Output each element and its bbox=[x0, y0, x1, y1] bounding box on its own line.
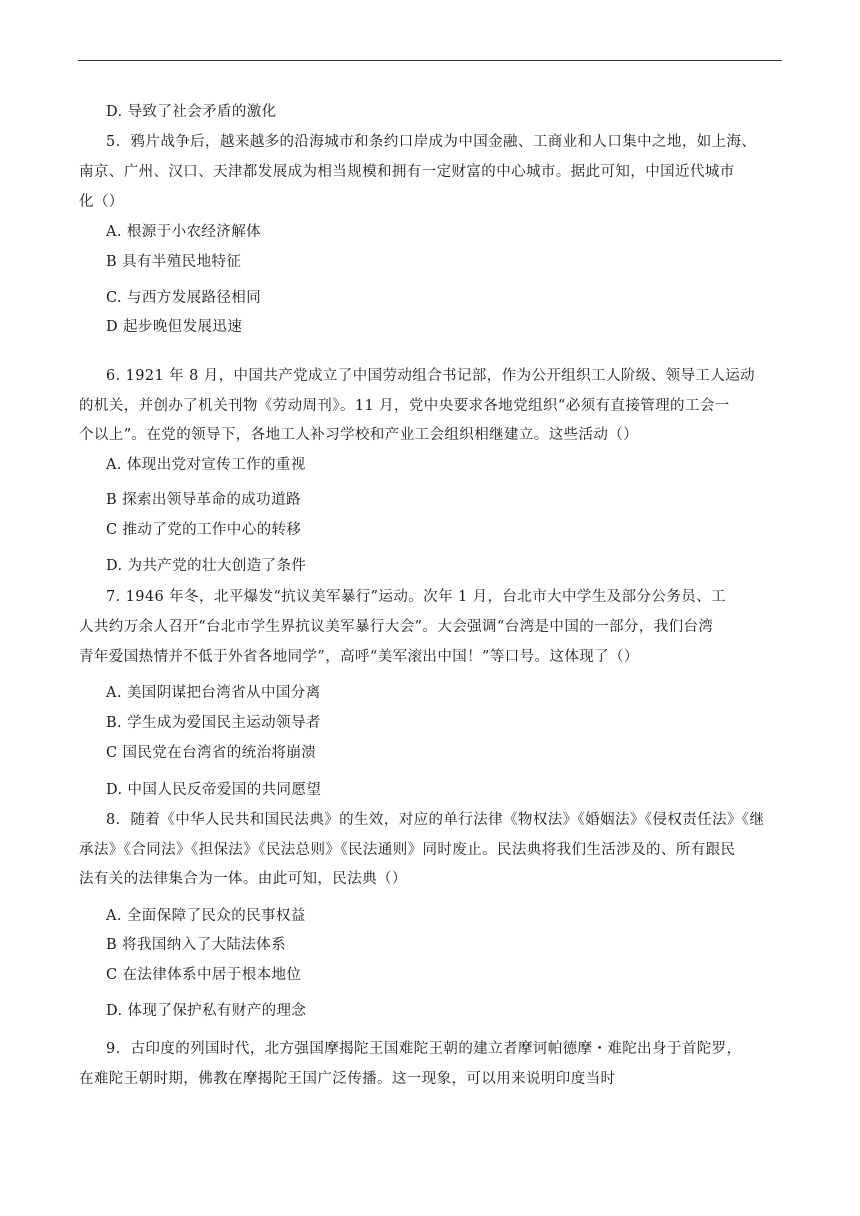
q5-option-a: A. 根源于小农经济解体 bbox=[106, 224, 261, 240]
q6-stem-line2: 的机关，并创办了机关刊物《劳动周刊》。11 月，党中央要求各地党组织“必须有直接管理的工会一 bbox=[79, 398, 730, 414]
q9-stem-line1: 9．古印度的列国时代，北方强国摩揭陀王国难陀王朝的建立者摩诃帕德摩・难陀出身于首陀罗， bbox=[106, 1041, 742, 1057]
q7-option-a: A. 美国阴谋把台湾省从中国分离 bbox=[106, 685, 321, 701]
q6-stem-line3: 个以上”。在党的领导下，各地工人补习学校和产业工会组织相继建立。这些活动（） bbox=[79, 427, 639, 443]
q6-option-c: C 推动了党的工作中心的转移 bbox=[106, 522, 302, 538]
q7-option-d: D. 中国人民反帝爱国的共同愿望 bbox=[106, 782, 322, 798]
q8-option-c: C 在法律体系中居于根本地位 bbox=[106, 967, 302, 983]
q8-stem-line3: 法有关的法律集合为一体。由此可知，民法典（） bbox=[79, 871, 407, 887]
q7-stem-line3: 青年爱国热情并不低于外省各地同学”，高呼“美军滚出中国！”等口号。这体现了（） bbox=[79, 649, 639, 665]
q5-option-d: D 起步晚但发展迅速 bbox=[106, 319, 243, 335]
q8-stem-line1: 8．随着《中华人民共和国民法典》的生效，对应的单行法律《物权法》《婚姻法》《侵权责任法》《继 bbox=[106, 812, 765, 828]
q5-stem-line1: 5．鸦片战争后，越来越多的沿海城市和条约口岸成为中国金融、工商业和人口集中之地，如上海、 bbox=[106, 134, 757, 150]
q5-option-c: C. 与西方发展路径相同 bbox=[106, 290, 262, 306]
q6-stem-line1: 6. 1921 年 8 月，中国共产党成立了中国劳动组合书记部，作为公开组织工人阶级、领导工人运动 bbox=[106, 368, 755, 384]
q7-option-c: C 国民党在台湾省的统治将崩溃 bbox=[106, 745, 317, 761]
q7-option-b: B. 学生成为爱国民主运动领导者 bbox=[106, 715, 321, 731]
q5-option-b: B 具有半殖民地特征 bbox=[106, 254, 242, 270]
q8-stem-line2: 承法》《合同法》《担保法》《民法总则》《民法通则》同时废止。民法典将我们生活涉及的、所有跟民 bbox=[79, 842, 736, 858]
q7-stem-line1: 7. 1946 年冬，北平爆发“抗议美军暴行”运动。次年 1 月，台北市大中学生及部分公务员、工 bbox=[106, 589, 726, 605]
q8-option-b: B 将我国纳入了大陆法体系 bbox=[106, 937, 286, 953]
header-rule bbox=[78, 60, 782, 61]
q6-option-b: B 探索出领导革命的成功道路 bbox=[106, 492, 301, 508]
q6-option-a: A. 体现出党对宣传工作的重视 bbox=[106, 457, 306, 473]
q4-option-d: D. 导致了社会矛盾的激化 bbox=[106, 104, 277, 120]
q9-stem-line2: 在难陀王朝时期，佛教在摩揭陀王国广泛传播。这一现象，可以用来说明印度当时 bbox=[79, 1071, 616, 1087]
q5-stem-line2: 南京、广州、汉口、天津都发展成为相当规模和拥有一定财富的中心城市。据此可知，中国近代城市 bbox=[79, 164, 735, 180]
q6-option-d: D. 为共产党的壮大创造了条件 bbox=[106, 558, 307, 574]
q5-stem-line3: 化（） bbox=[79, 194, 124, 210]
q7-stem-line2: 人共约万余人召开“台北市学生界抗议美军暴行大会”。大会强调“台湾是中国的一部分，我们台湾 bbox=[79, 619, 714, 635]
q8-option-d: D. 体现了保护私有财产的理念 bbox=[106, 1003, 307, 1019]
q8-option-a: A. 全面保障了民众的民事权益 bbox=[106, 908, 306, 924]
